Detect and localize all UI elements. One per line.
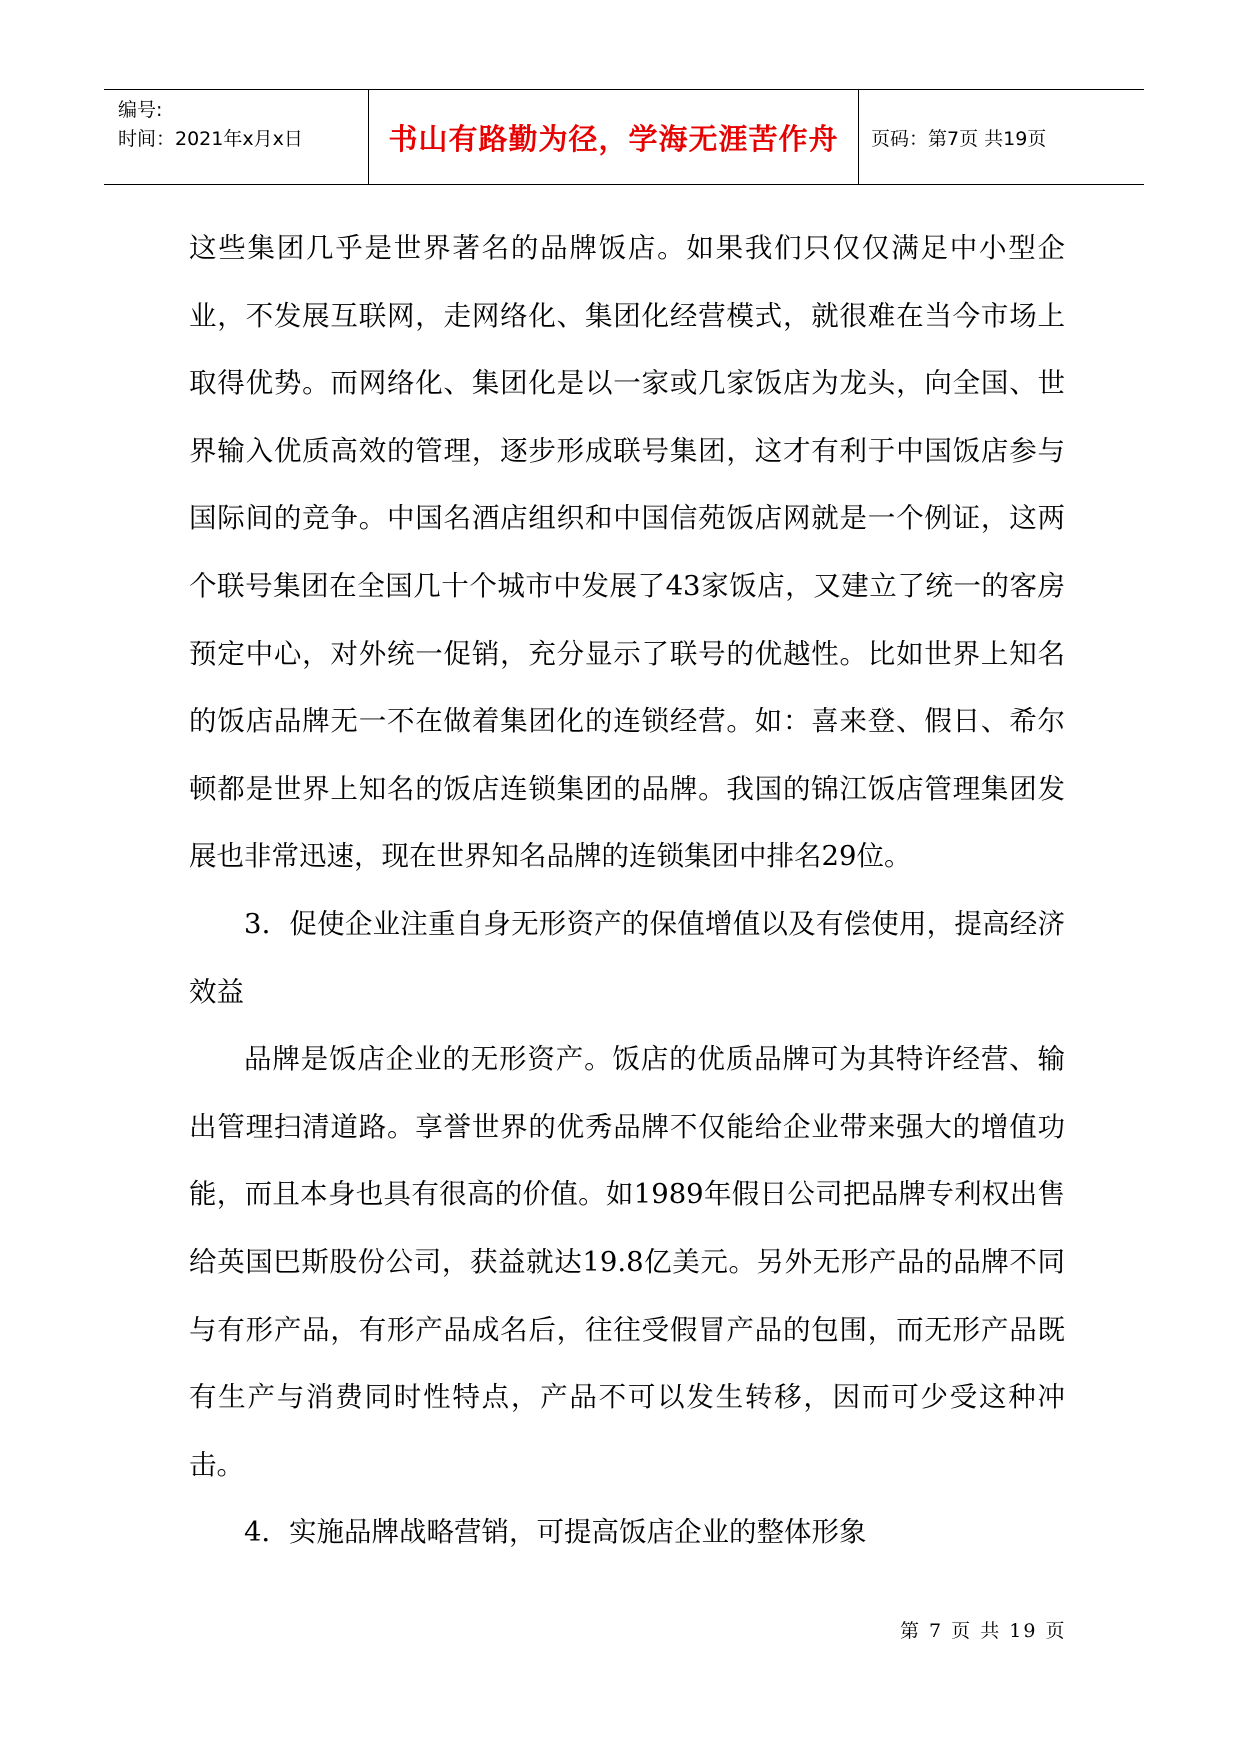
time-label: 时间：2021年x月x日	[118, 128, 303, 150]
header-meta	[104, 90, 369, 184]
header-page-label: 页码：第7页 共19页	[871, 127, 1047, 150]
paragraph-3: 品牌是饭店企业的无形资产。饭店的优质品牌可为其特许经营、输出管理扫清道路。享誉世界的优秀品牌不仅能给企业带来强大的增值功能，而且本身也具有很高的价值。如1989年假日公司把品牌专利权出售给英国巴斯股份公司，获益就达19.8亿美元。另外无形产品的品牌不同与有形产品，有形产品成名后，往往受假冒产品的包围，而无形产品既有生产与消费同时性特点，产品不可以发生转移，因而可少受这种冲击。	[189, 1043, 1065, 1481]
paragraph-1: 这些集团几乎是世界著名的品牌饭店。如果我们只仅仅满足中小型企业，不发展互联网，走网络化、集团化经营模式，就很难在当今市场上取得优势。而网络化、集团化是以一家或几家饭店为龙头，向全国、世界输入优质高效的管理，逐步形成联号集团，这才有利于中国饭店参与国际间的竞争。中国名酒店组织和中国信苑饭店网就是一个例证，这两个联号集团在全国几十个城市中发展了43家饭店，又建立了统一的客房预定中心，对外统一促销，充分显示了联号的优越性。比如世界上知名的饭店品牌无一不在做着集团化的连锁经营。如：喜来登、假日、希尔顿都是世界上知名的饭店连锁集团的品牌。我国的锦江饭店管理集团发展也非常迅速，现在世界知名品牌的连锁集团中排名29位。	[189, 232, 1065, 873]
number-label: 编号:	[118, 99, 163, 121]
paragraph-4: 4．实施品牌战略营销，可提高饭店企业的整体形象	[244, 1516, 867, 1549]
page-footer: 第 7 页 共 19 页	[900, 1620, 1067, 1642]
paragraph-2: 3．促使企业注重自身无形资产的保值增值以及有偿使用，提高经济效益	[189, 907, 1065, 1008]
document-header	[104, 89, 1144, 185]
document-body	[189, 215, 1065, 1567]
header-motto: 书山有路勤为径，学海无涯苦作舟	[369, 90, 859, 184]
